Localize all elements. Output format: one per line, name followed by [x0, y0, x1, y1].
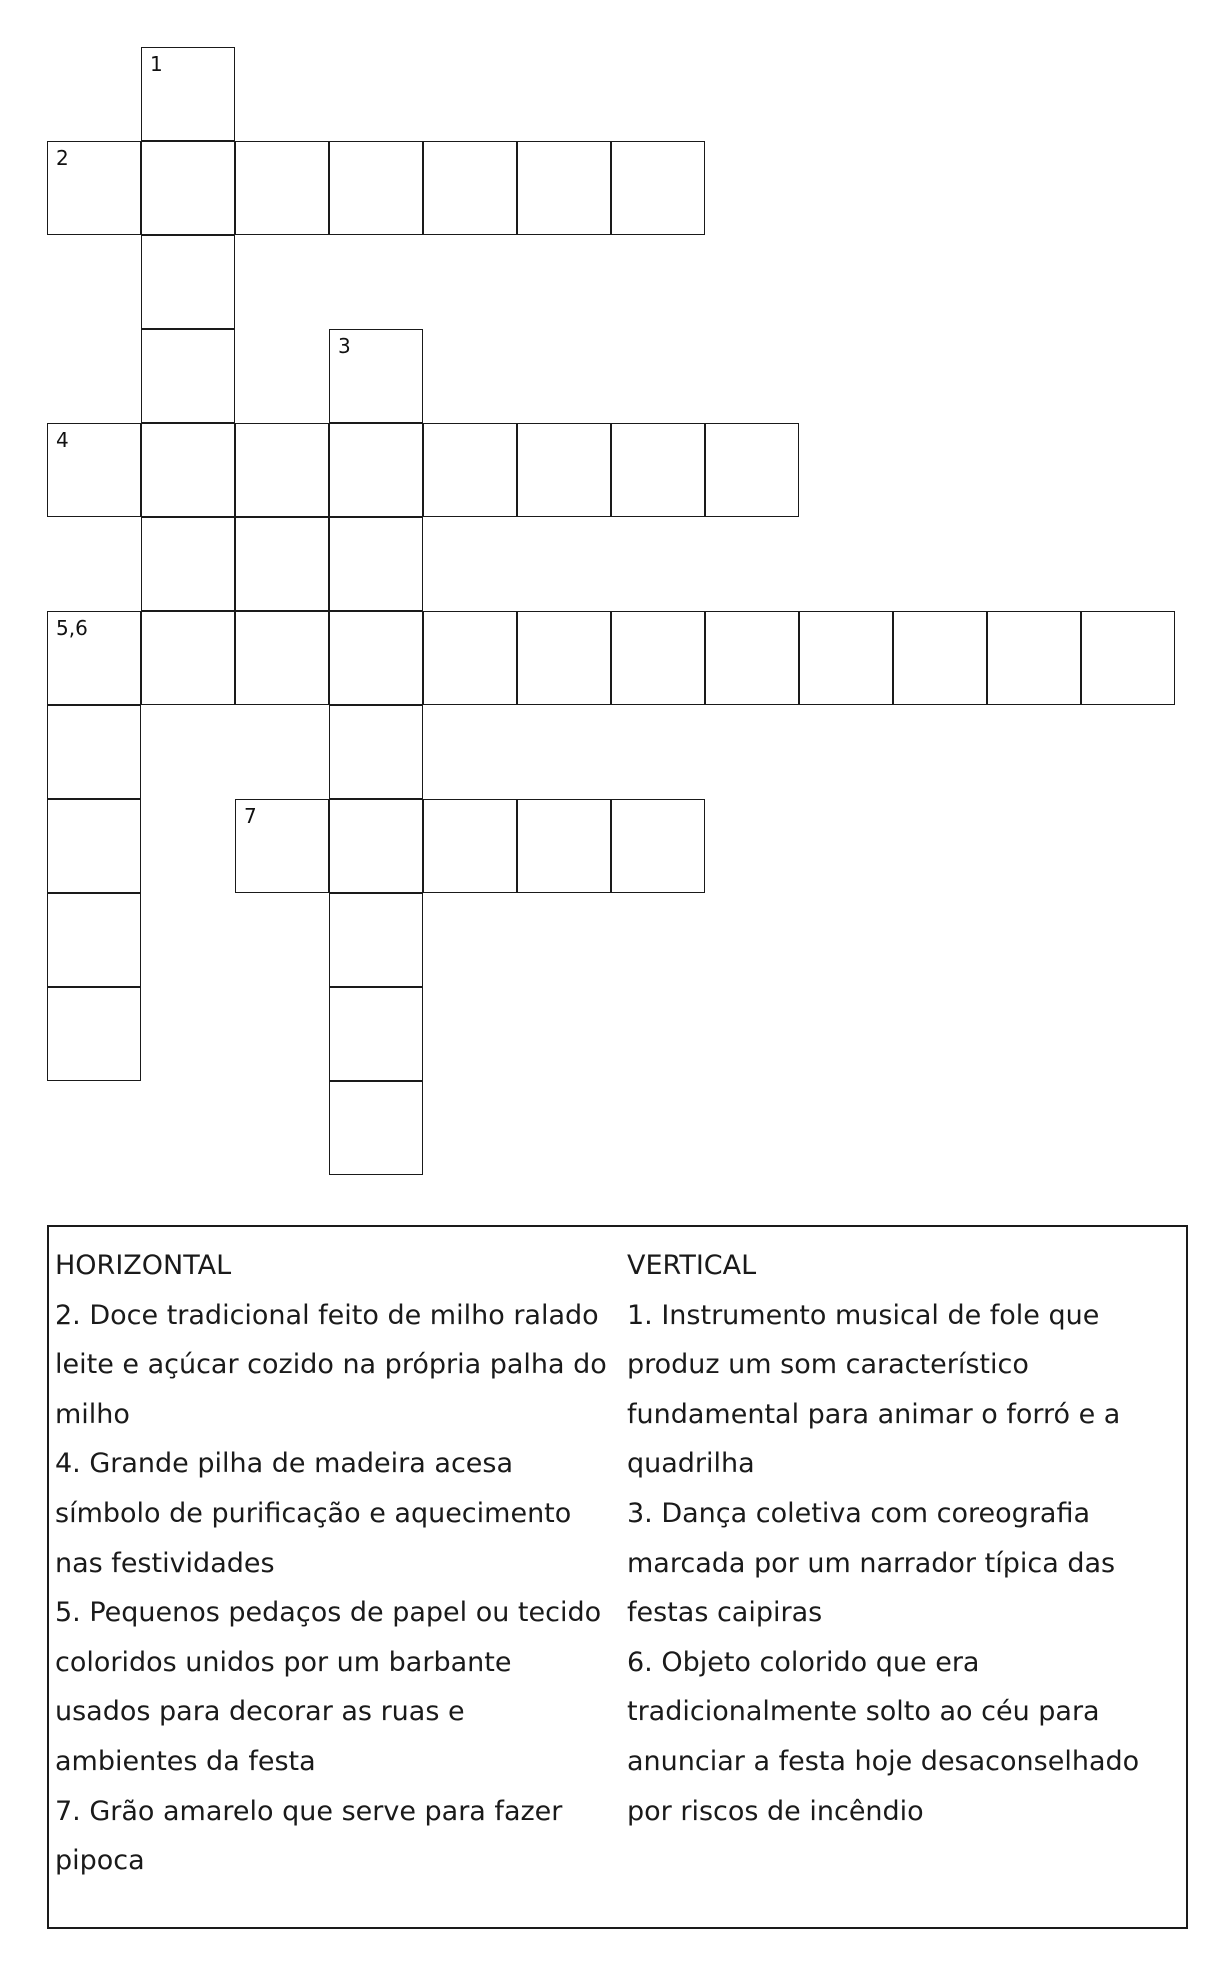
- crossword-cell[interactable]: [47, 141, 141, 235]
- crossword-cell[interactable]: [799, 611, 893, 705]
- clue-line: 7. Grão amarelo que serve para fazer: [55, 1795, 563, 1827]
- clue-line: símbolo de purificação e aquecimento: [55, 1497, 572, 1529]
- crossword-cell[interactable]: [423, 141, 517, 235]
- clue-line: fundamental para animar o forró e a: [627, 1398, 1121, 1430]
- crossword-cell[interactable]: [141, 329, 235, 423]
- clue-line: tradicionalmente solto ao céu para: [627, 1696, 1100, 1728]
- crossword-cell[interactable]: [329, 893, 423, 987]
- cell-number: 7: [244, 804, 257, 828]
- crossword-cell[interactable]: [141, 423, 235, 517]
- clue-line: nas festividades: [55, 1547, 275, 1579]
- crossword-cell[interactable]: [47, 705, 141, 799]
- crossword-cell[interactable]: [611, 141, 705, 235]
- crossword-cell[interactable]: [47, 893, 141, 987]
- crossword-cell[interactable]: [141, 235, 235, 329]
- crossword-cell[interactable]: [705, 611, 799, 705]
- clue-line: 2. Doce tradicional feito de milho ralado: [55, 1299, 599, 1331]
- crossword-cell[interactable]: [235, 799, 329, 893]
- crossword-cell[interactable]: [423, 799, 517, 893]
- clue-line: quadrilha: [627, 1448, 755, 1480]
- crossword-cell[interactable]: [329, 1081, 423, 1175]
- crossword-cell[interactable]: [329, 799, 423, 893]
- cell-number: 1: [150, 52, 163, 76]
- clue-line: usados para decorar as ruas e: [55, 1696, 465, 1728]
- clue-line: 4. Grande pilha de madeira acesa: [55, 1448, 514, 1480]
- crossword-cell[interactable]: [235, 141, 329, 235]
- crossword-cell[interactable]: [329, 423, 423, 517]
- crossword-cell[interactable]: [141, 141, 235, 235]
- crossword-cell[interactable]: [705, 423, 799, 517]
- crossword-cell[interactable]: [517, 423, 611, 517]
- crossword-cell[interactable]: [141, 517, 235, 611]
- crossword-cell[interactable]: [611, 799, 705, 893]
- crossword-cell[interactable]: [141, 611, 235, 705]
- crossword-cell[interactable]: [235, 423, 329, 517]
- crossword-cell[interactable]: [329, 517, 423, 611]
- crossword-cell[interactable]: [141, 47, 235, 141]
- clue-line: por riscos de incêndio: [627, 1795, 924, 1827]
- crossword-cell[interactable]: [47, 611, 141, 705]
- crossword-cell[interactable]: [611, 423, 705, 517]
- crossword-cell[interactable]: [611, 611, 705, 705]
- horizontal-clues: [55, 1241, 615, 1886]
- clue-line: milho: [55, 1398, 130, 1430]
- cell-number: 4: [56, 428, 69, 452]
- crossword-cell[interactable]: [893, 611, 987, 705]
- crossword-cell[interactable]: [329, 611, 423, 705]
- clue-line: marcada por um narrador típica das: [627, 1547, 1116, 1579]
- clue-line: 6. Objeto colorido que era: [627, 1646, 980, 1678]
- crossword-cell[interactable]: [235, 517, 329, 611]
- clue-line: pipoca: [55, 1845, 145, 1877]
- crossword-cell[interactable]: [47, 423, 141, 517]
- horizontal-heading: HORIZONTAL: [55, 1250, 232, 1281]
- vertical-heading: VERTICAL: [627, 1250, 757, 1281]
- cell-number: 2: [56, 146, 69, 170]
- cell-number: 3: [338, 334, 351, 358]
- clue-line: coloridos unidos por um barbante: [55, 1646, 512, 1678]
- crossword-cell[interactable]: [423, 611, 517, 705]
- crossword-cell[interactable]: [329, 329, 423, 423]
- clue-line: produz um som característico: [627, 1349, 1029, 1381]
- crossword-cell[interactable]: [987, 611, 1081, 705]
- crossword-cell[interactable]: [329, 141, 423, 235]
- clue-line: festas caipiras: [627, 1597, 823, 1629]
- clue-line: 1. Instrumento musical de fole que: [627, 1299, 1100, 1331]
- crossword-cell[interactable]: [423, 423, 517, 517]
- crossword-cell[interactable]: [47, 987, 141, 1081]
- clue-line: 5. Pequenos pedaços de papel ou tecido: [55, 1597, 602, 1629]
- crossword-cell[interactable]: [1081, 611, 1175, 705]
- clue-line: 3. Dança coletiva com coreografia: [627, 1497, 1091, 1529]
- cell-number: 5,6: [56, 616, 88, 640]
- crossword-cell[interactable]: [517, 141, 611, 235]
- clue-line: anunciar a festa hoje desaconselhado: [627, 1745, 1140, 1777]
- crossword-cell[interactable]: [517, 799, 611, 893]
- crossword-cell[interactable]: [329, 987, 423, 1081]
- crossword-cell[interactable]: [235, 611, 329, 705]
- clue-line: leite e açúcar cozido na própria palha do: [55, 1349, 607, 1381]
- clues-box: [47, 1225, 1188, 1929]
- crossword-cell[interactable]: [329, 705, 423, 799]
- vertical-clues: [627, 1241, 1182, 1836]
- clue-line: ambientes da festa: [55, 1745, 316, 1777]
- crossword-cell[interactable]: [47, 799, 141, 893]
- crossword-cell[interactable]: [517, 611, 611, 705]
